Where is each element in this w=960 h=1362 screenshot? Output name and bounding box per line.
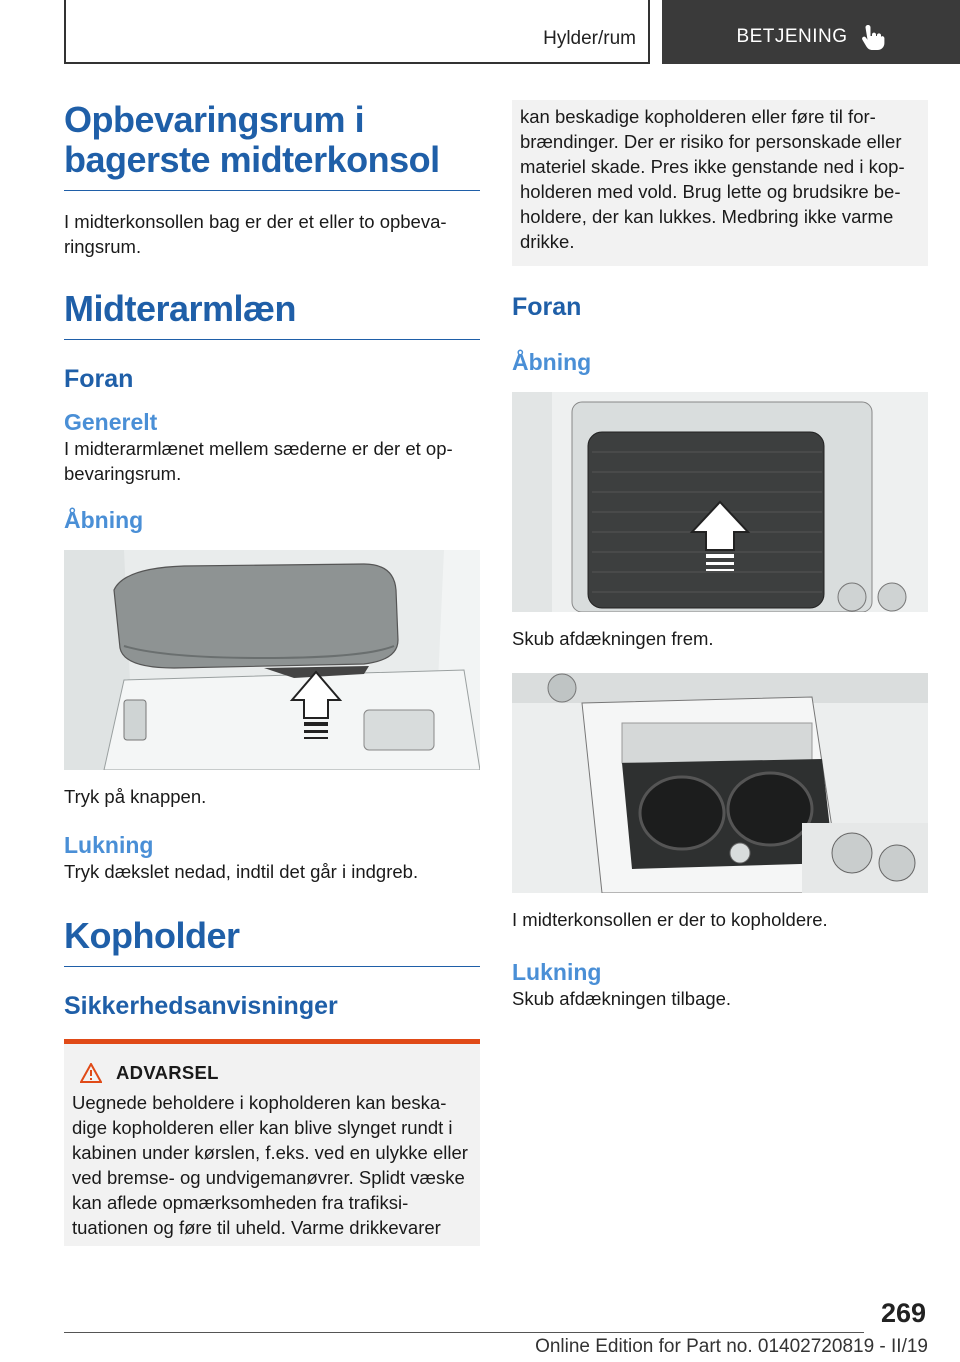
warning-box xyxy=(64,1039,480,1246)
footer-rule xyxy=(64,1332,864,1333)
header-underline xyxy=(64,62,648,64)
heading-general: Generelt xyxy=(64,409,158,435)
text-armrest-closing: Tryk dækslet nedad, indtil det går i indgreb. xyxy=(64,861,419,882)
warning-triangle-icon xyxy=(80,1063,102,1083)
text-storage: I midterkonsollen bag er der et eller to opbevaringsrum. xyxy=(64,211,447,257)
header-section-title: Hylder/rum xyxy=(543,28,636,49)
chapter-title: BETJENING xyxy=(736,26,848,47)
warning-text: Uegnede beholdere i kopholderen kan beskadige kopholderen eller kan blive slynget rundt i kabinen under kørslen, f.eks. ved en ulykke eller ved bremse- og undvigemanøvrer. Splidt væske kan aflede opmærksomheden fra trafiksituationen og føre til uheld. Varme drikkevarer xyxy=(72,1092,468,1238)
warning-title: ADVARSEL xyxy=(116,1062,219,1083)
hand-pointer-icon xyxy=(860,23,886,51)
heading-cupholder-closing: Lukning xyxy=(512,959,602,985)
warning-continuation xyxy=(512,100,928,266)
chapter-tab xyxy=(662,0,960,64)
left-column xyxy=(64,100,480,1246)
heading-armrest-closing: Lukning xyxy=(64,832,154,858)
page-number: 269 xyxy=(880,1298,926,1328)
heading-armrest-opening: Åbning xyxy=(64,507,144,533)
text-cupholder-closing: Skub afdækningen tilbage. xyxy=(512,988,732,1009)
heading-cupholder-front: Foran xyxy=(512,293,582,321)
caption-cupholders: I midterkonsollen er der to kopholdere. xyxy=(512,909,828,930)
cupholders-illustration xyxy=(512,673,928,893)
heading-cupholder-opening: Åbning xyxy=(512,349,592,375)
caption-armrest-opening: Tryk på knappen. xyxy=(64,786,207,807)
heading-safety: Sikkerhedsanvisninger xyxy=(64,992,338,1020)
footer-edition: Online Edition for Part no. 01402720819 - II/19 xyxy=(535,1336,928,1357)
cover-illustration xyxy=(512,392,928,612)
heading-cupholder: Kopholder xyxy=(64,916,480,967)
header-divider xyxy=(648,0,650,64)
header-left-rule xyxy=(64,0,66,64)
heading-armrest: Midterarmlæn xyxy=(64,289,480,340)
right-column xyxy=(512,100,928,1011)
heading-armrest-front: Foran xyxy=(64,365,134,393)
armrest-illustration xyxy=(64,550,480,770)
heading-storage: Opbevaringsrum i bagerste midterkonsol xyxy=(64,100,480,191)
warning-text-continued: kan beskadige kopholderen eller føre til forbrændinger. Der er risiko for personskade eller materiel skade. Pres ikke genstande ned i kopholderen med vold. Brug lette og brudsikre beholdere, der kan lukkes. Medbring ikke varme drikke. xyxy=(520,106,905,252)
caption-cover-slide: Skub afdækningen frem. xyxy=(512,628,714,649)
text-general: I midterarmlænet mellem sæderne er der et opbevaringsrum. xyxy=(64,438,453,484)
